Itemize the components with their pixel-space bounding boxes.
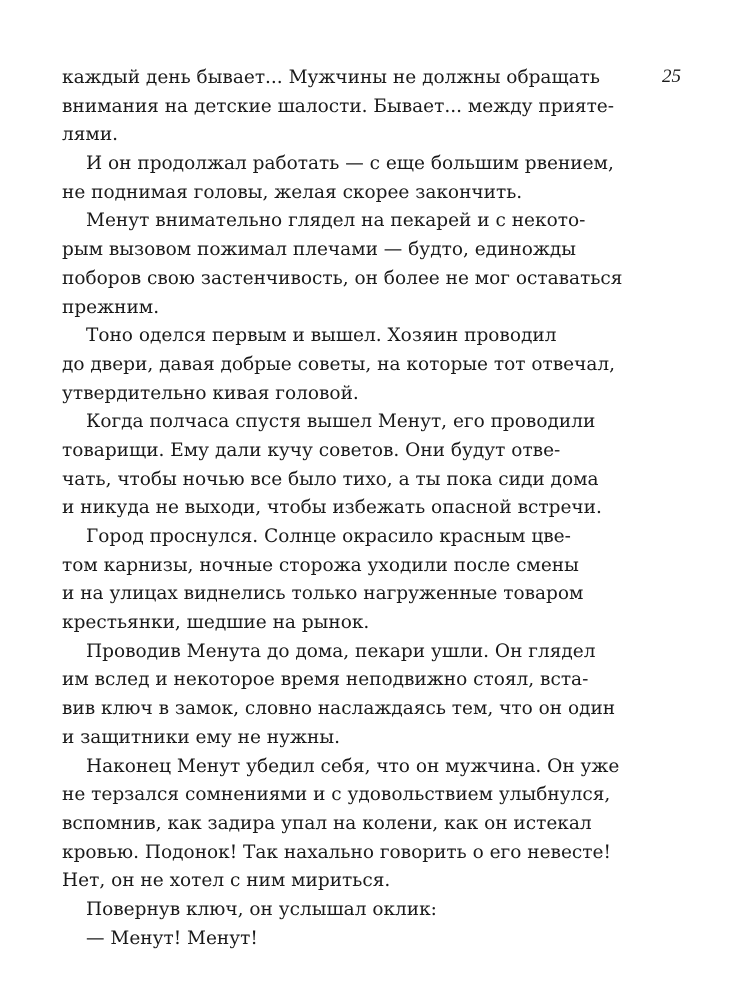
text-line: товарищи. Ему дали кучу советов. Они будут отве- xyxy=(62,439,561,461)
text-line: рым вызовом пожимал плечами — будто, единожды xyxy=(62,239,576,261)
text-line: И он продолжал работать — с еще большим рвением, xyxy=(86,153,614,175)
body-text xyxy=(62,64,622,953)
text-line: Город проснулся. Солнце окрасило красным цве- xyxy=(86,526,571,547)
text-line: Наконец Менут убедил себя, что он мужчина. Он уже xyxy=(86,755,620,777)
text-line: Тоно оделся первым и вышел. Хозяин проводил xyxy=(86,325,557,347)
text-line: внимания на детские шалости. Бывает... между прияте- xyxy=(62,95,615,117)
text-line: вив ключ в замок, словно наслаждаясь тем, что он один xyxy=(62,698,616,720)
text-line: крестьянки, шедшие на рынок. xyxy=(62,612,370,634)
text-line: не поднимая головы, желая скорее закончить. xyxy=(62,181,523,203)
text-line: — Менут! Менут! xyxy=(86,927,258,949)
text-line: и на улицах виднелись только нагруженные товаром xyxy=(62,583,584,605)
text-line: им вслед и некоторое время неподвижно стоял, вста- xyxy=(62,669,589,691)
text-line: Повернув ключ, он услышал оклик: xyxy=(86,898,437,920)
text-line: Нет, он не хотел с ним мириться. xyxy=(62,870,391,892)
text-line: Проводив Менута до дома, пекари ушли. Он глядел xyxy=(86,640,596,662)
text-line: прежним. xyxy=(62,296,160,318)
text-line: лями. xyxy=(62,124,119,146)
text-line: и защитники ему не нужны. xyxy=(62,726,340,748)
text-line: до двери, давая добрые советы, на которые тот отвечал, xyxy=(62,353,615,375)
text-line: поборов свою застенчивость, он более не мог оставаться xyxy=(62,267,623,289)
text-line: и никуда не выходи, чтобы избежать опасной встречи. xyxy=(62,497,602,519)
text-line: не терзался сомнениями и с удовольствием улыбнулся, xyxy=(62,784,611,806)
text-line: том карнизы, ночные сторожа уходили после смены xyxy=(62,554,579,576)
text-line: кровью. Подонок! Так нахально говорить о его невесте! xyxy=(62,841,611,863)
page-number: 25 xyxy=(662,66,681,87)
text-line: Когда полчаса спустя вышел Менут, его проводили xyxy=(86,411,596,433)
text-line: Менут внимательно глядел на пекарей и с некото- xyxy=(86,210,586,232)
text-line: утвердительно кивая головой. xyxy=(62,382,359,404)
text-line: вспомнив, как задира упал на колени, как он истекал xyxy=(62,812,592,834)
text-line: каждый день бывает... Мужчины не должны обращать xyxy=(62,67,600,88)
text-line: чать, чтобы ночью все было тихо, а ты пока сиди дома xyxy=(62,468,599,490)
